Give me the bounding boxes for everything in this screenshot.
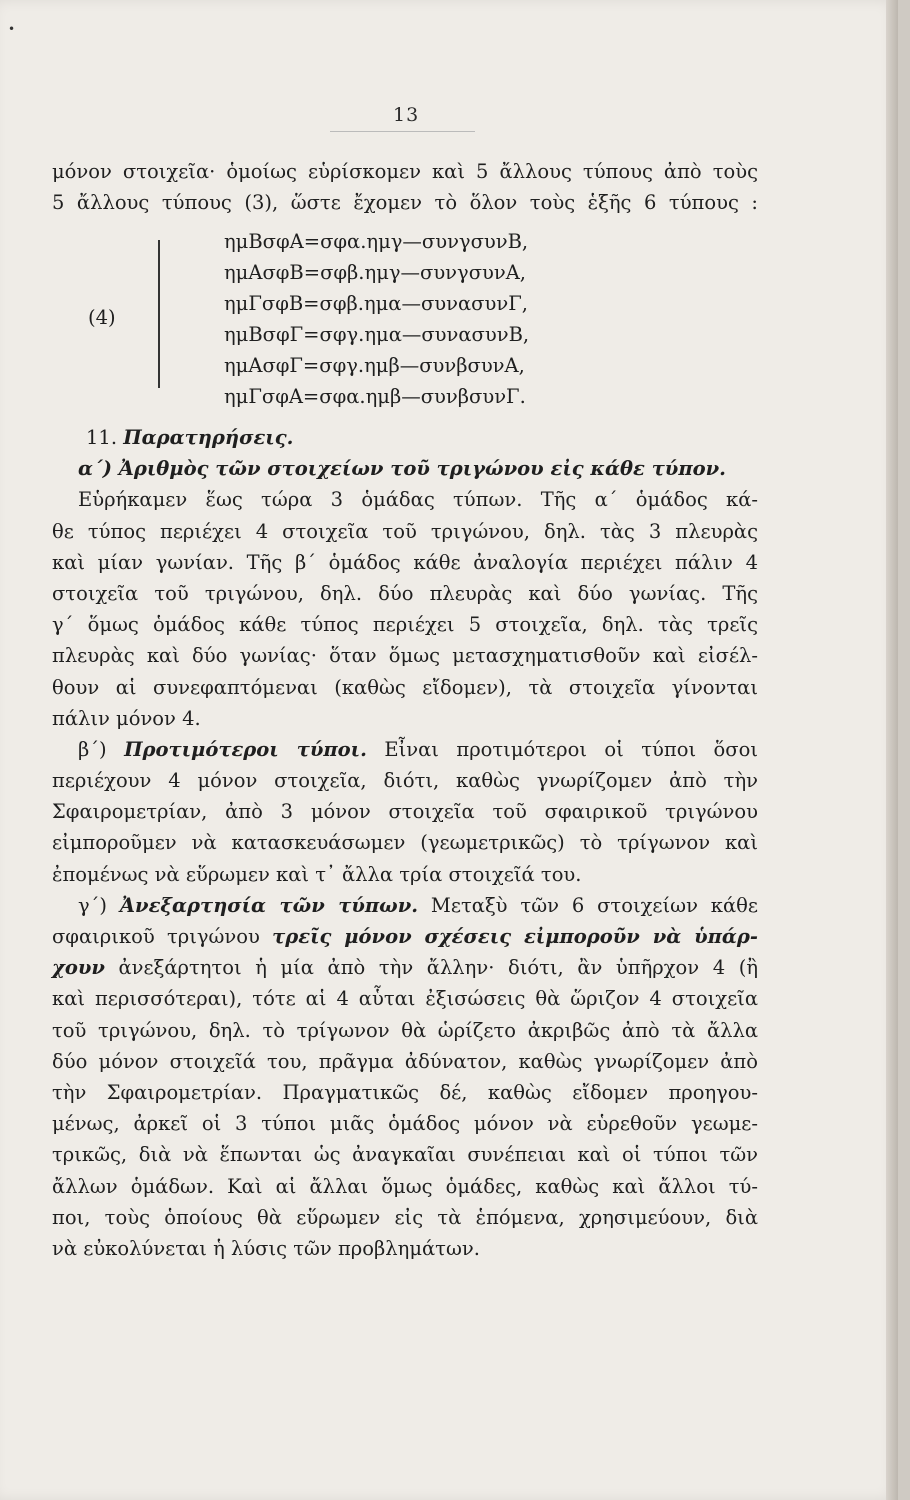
text-line: γ΄ ὅμως ὁμάδος κάθε τύπος περιέχει 5 στοιχεῖα, δηλ. τὰς τρεῖς xyxy=(52,613,758,637)
text-line: πλευρὰς καὶ δύο γωνίας· ὅταν ὅμως μετασχηματισθοῦν καὶ εἰσέλ- xyxy=(52,644,758,668)
equation-line: ημΑσφΒ=σφβ.ημγ—συνγσυνΑ, xyxy=(224,261,526,285)
text-line: θε τύπος περιέχει 4 στοιχεῖα τοῦ τριγώνου, δηλ. τὰς 3 πλευρὰς xyxy=(52,519,758,543)
equation-line: ημΓσφΑ=σφα.ημβ—συνβσυνΓ. xyxy=(224,385,526,409)
text-line: σφαιρικοῦ τριγώνου τρεῖς μόνον σχέσεις εἰμποροῦν νὰ ὑπάρ- xyxy=(52,925,758,948)
text-line: μένως, ἀρκεῖ οἱ 3 τύποι μιᾶς ὁμάδος μόνον νὰ εὑρεθοῦν γεωμε- xyxy=(52,1112,758,1136)
equation-line: ημΑσφΓ=σφγ.ημβ—συνβσυνΑ, xyxy=(224,354,525,378)
equation-group xyxy=(224,226,529,413)
text-line: τὴν Σφαιρομετρίαν. Πραγματικῶς δέ, καθὼς εἴδομεν προηγου- xyxy=(52,1080,758,1104)
page-number-rule xyxy=(330,131,475,132)
equation-group-label: (4) xyxy=(88,306,116,329)
text-line: στοιχεῖα τοῦ τριγώνου, δηλ. δύο πλευρὰς καὶ δύο γωνίας. Τῆς xyxy=(52,581,758,605)
subsection-c-label: γ΄) xyxy=(78,893,108,917)
text-line: ποι, τοὺς ὁποίους θὰ εὕρωμεν εἰς τὰ ἑπόμενα, χρησιμεύουν, διὰ xyxy=(52,1205,758,1229)
text-line: καὶ μίαν γωνίαν. Τῆς β΄ ὁμάδος κάθε ἀναλογία περιέχει πάλιν 4 xyxy=(52,550,758,574)
equation-line: ημΒσφΓ=σφγ.ημα—συνασυνΒ, xyxy=(224,323,530,347)
corner-mark: • xyxy=(8,22,16,36)
subsection-b-label: β΄) xyxy=(78,737,107,761)
subsection-b-heading: Προτιμότεροι τύποι. xyxy=(124,737,367,761)
text-line: δύο μόνον στοιχεῖά του, πρᾶγμα ἀδύνατον, καθὼς γνωρίζομεν ἀπὸ xyxy=(52,1049,758,1073)
text-line: ἐπομένως νὰ εὕρωμεν καὶ τ᾽ ἄλλα τρία στοιχεῖά του. xyxy=(52,862,582,886)
equation-line: ημΒσφΑ=σφα.ημγ—συνγσυνΒ, xyxy=(224,230,529,253)
emphasis-text: χουν xyxy=(52,956,105,980)
text-line: περιέχουν 4 μόνον στοιχεῖα, διότι, καθὼς γνωρίζομεν ἀπὸ τὴν xyxy=(52,769,758,793)
observations-section xyxy=(52,422,758,1264)
subsection-b-first-line: β΄) Προτιμότεροι τύποι. Εἶναι προτιμότεροι οἱ τύποι ὅσοι xyxy=(78,737,758,761)
subsection-c-first-line: γ΄) Ἀνεξαρτησία τῶν τύπων. Μεταξὺ τῶν 6 στοιχείων κάθε xyxy=(78,893,759,917)
text-line: ἄλλων ὁμάδων. Καὶ αἱ ἄλλαι ὅμως ὁμάδες, καθὼς καὶ ἄλλοι τύ- xyxy=(52,1174,758,1198)
text-line: θουν αἱ συνεφαπτόμεναι (καθὼς εἴδομεν), τὰ στοιχεῖα γίνονται xyxy=(52,675,758,699)
section-heading xyxy=(52,422,758,453)
text-line: χουν ἀνεξάρτητοι ἡ μία ἀπὸ τὴν ἄλλην· διότι, ἂν ὑπῆρχον 4 (ἢ xyxy=(52,956,759,980)
page-number: 13 xyxy=(393,104,420,126)
text-line: Σφαιρομετρίαν, ἀπὸ 3 μόνον στοιχεῖα τοῦ σφαιρικοῦ τριγώνου xyxy=(52,800,758,824)
subsection-a-heading: α΄) Ἀριθμὸς τῶν στοιχείων τοῦ τριγώνου εἰς κάθε τύπον. xyxy=(78,457,726,481)
text-line: πάλιν μόνον 4. xyxy=(52,706,201,730)
text-line: 5 ἄλλους τύπους (3), ὥστε ἔχομεν τὸ ὅλον τοὺς ἑξῆς 6 τύπους : xyxy=(52,191,758,215)
equation-brace xyxy=(158,240,164,388)
text-line: Εὑρήκαμεν ἕως τώρα 3 ὁμάδας τύπων. Τῆς α΄ ὁμάδος κά- xyxy=(78,488,758,512)
subsection-c-heading: Ἀνεξαρτησία τῶν τύπων. xyxy=(119,893,419,917)
emphasis-text: τρεῖς μόνον σχέσεις εἰμποροῦν νὰ ὑπάρ- xyxy=(272,925,758,948)
text-line: μόνον στοιχεῖα· ὁμοίως εὑρίσκομεν καὶ 5 ἄλλους τύπους ἀπὸ τοὺς xyxy=(52,160,758,183)
text-line: νὰ εὐκολύνεται ἡ λύσις τῶν προβλημάτων. xyxy=(52,1236,480,1260)
equation-line: ημΓσφΒ=σφβ.ημα—συνασυνΓ, xyxy=(224,292,528,316)
text-line: τρικῶς, διὰ νὰ ἕπωνται ὡς ἀναγκαῖαι συνέπειαι καὶ οἱ τύποι τῶν xyxy=(52,1143,758,1167)
text-line: τοῦ τριγώνου, δηλ. τὸ τρίγωνον θὰ ὡρίζετο ἀκριβῶς ἀπὸ τὰ ἄλλα xyxy=(52,1018,758,1042)
section-number: 11. xyxy=(86,426,118,449)
intro-paragraph xyxy=(52,156,758,218)
text-line: καὶ περισσότεραι), τότε αἱ 4 αὗται ἐξισώσεις θὰ ὥριζον 4 στοιχεῖα xyxy=(52,987,758,1011)
text-line: εἰμποροῦμεν νὰ κατασκευάσωμεν (γεωμετρικῶς) τὸ τρίγωνον καὶ xyxy=(52,831,758,855)
section-title: Παρατηρήσεις. xyxy=(123,426,294,449)
binding-edge xyxy=(886,0,898,1500)
